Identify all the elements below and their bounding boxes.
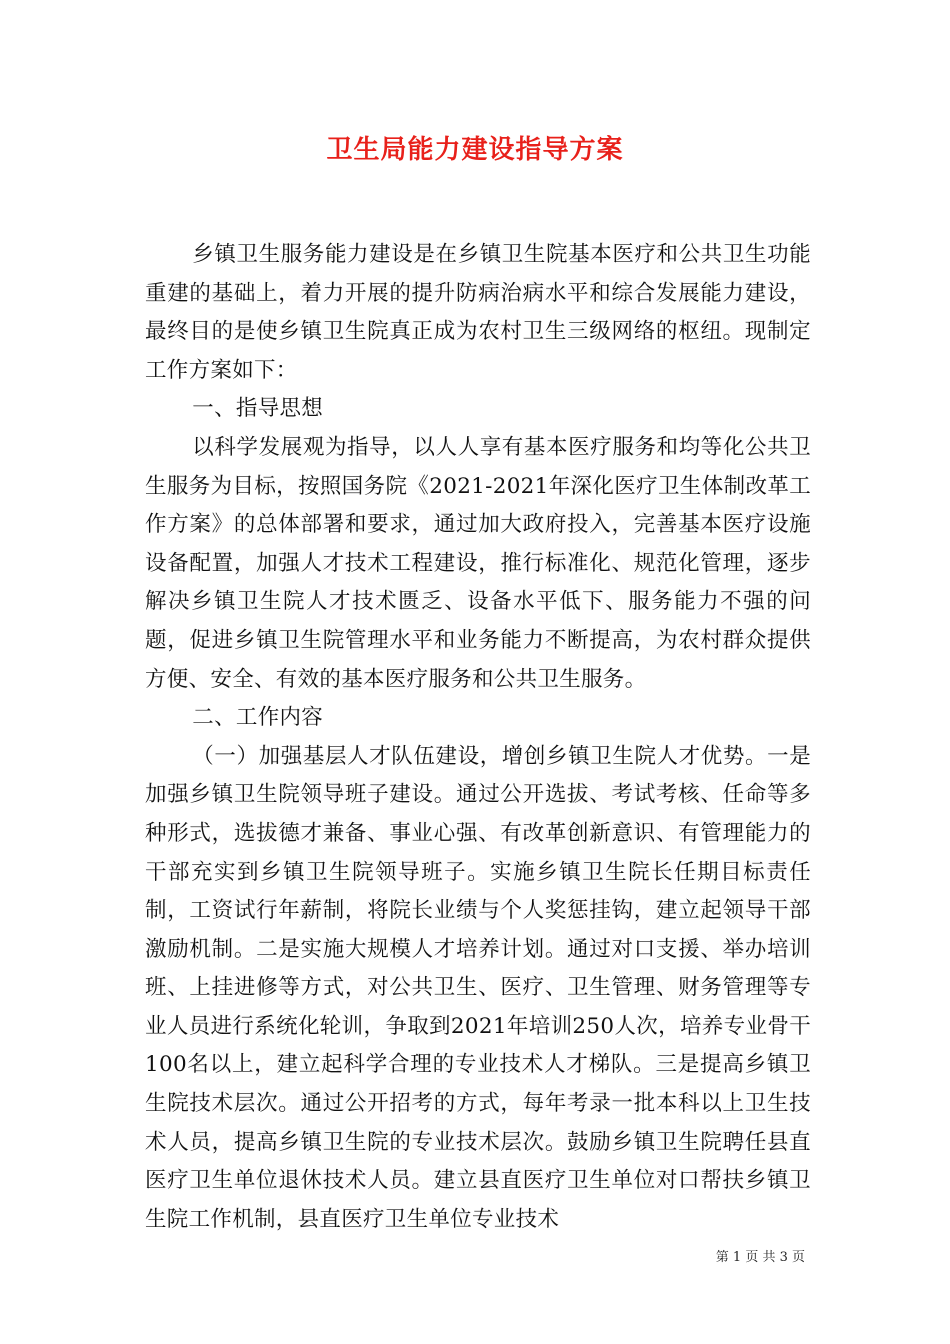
section-heading-work-content: 二、工作内容: [192, 705, 324, 731]
document-body: [145, 236, 811, 1239]
work-content-paragraph: （一）加强基层人才队伍建设，增创乡镇卫生院人才优势。一是加强乡镇卫生院领导班子建设。通过公开选拔、考试考核、任命等多种形式，选拔德才兼备、事业心强、有改革创新意识、有管理能力的干部充实到乡镇卫生院领导班子。实施乡镇卫生院长任期目标责任制，工资试行年薪制，将院长业绩与个人奖惩挂钩，建立起领导干部激励机制。二是实施大规模人才培养计划。通过对口支援、举办培训班、上挂进修等方式，对公共卫生、医疗、卫生管理、财务管理等专业人员进行系统化轮训，争取到2021年培训250人次，培养专业骨干100名以上，建立起科学合理的专业技术人才梯队。三是提高乡镇卫生院技术层次。通过公开招考的方式，每年考录一批本科以上卫生技术人员，提高乡镇卫生院的专业技术层次。鼓励乡镇卫生院聘任县直医疗卫生单位退休技术人员。建立县直医疗卫生单位对口帮扶乡镇卫生院工作机制，县直医疗卫生单位专业技术: [145, 743, 811, 1232]
page-indicator: 第 1 页 共 3 页: [715, 1250, 805, 1265]
section-heading-guiding-thought: 一、指导思想: [192, 396, 324, 422]
document-title: 卫生局能力建设指导方案: [326, 135, 624, 165]
intro-paragraph: 乡镇卫生服务能力建设是在乡镇卫生院基本医疗和公共卫生功能重建的基础上，着力开展的提升防病治病水平和综合发展能力建设，最终目的是使乡镇卫生院真正成为农村卫生三级网络的枢纽。现制定工作方案如下：: [145, 242, 811, 383]
guiding-thought-paragraph: 以科学发展观为指导，以人人享有基本医疗服务和均等化公共卫生服务为目标，按照国务院《2021-2021年深化医疗卫生体制改革工作方案》的总体部署和要求，通过加大政府投入，完善基本医疗设施设备配置，加强人才技术工程建设，推行标准化、规范化管理，逐步解决乡镇卫生院人才技术匮乏、设备水平低下、服务能力不强的问题，促进乡镇卫生院管理水平和业务能力不断提高，为农村群众提供方便、安全、有效的基本医疗服务和公共卫生服务。: [145, 434, 811, 692]
